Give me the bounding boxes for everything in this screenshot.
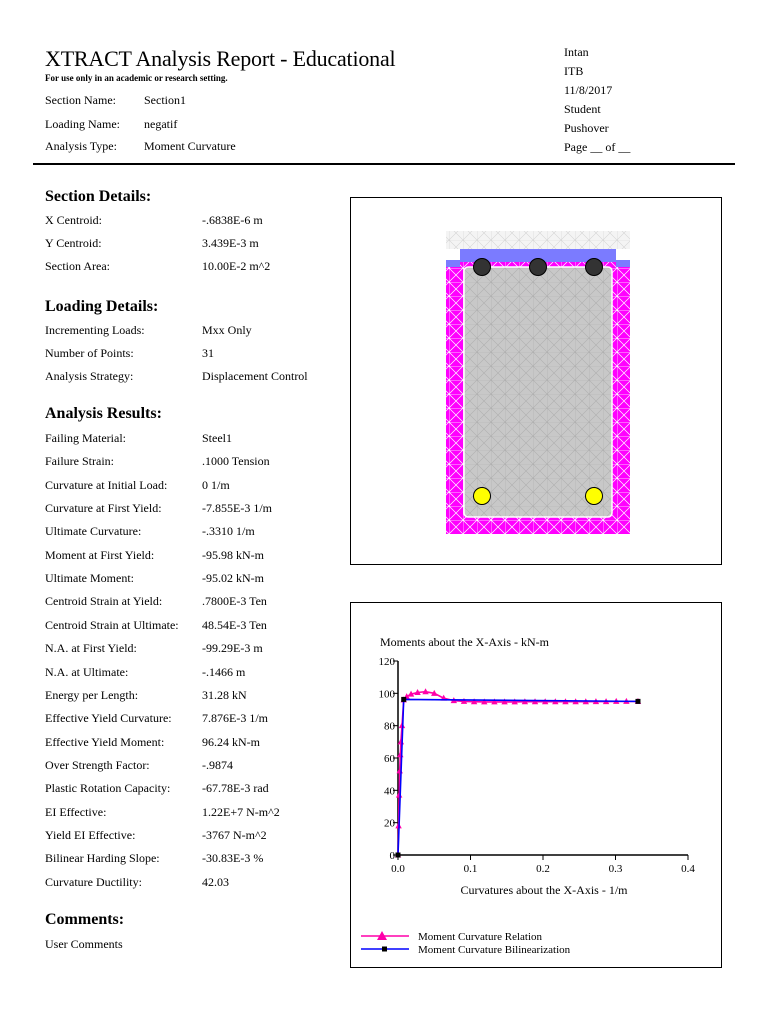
series-point [396, 853, 401, 858]
analysis-type-value: Moment Curvature [144, 139, 236, 153]
incrementing-loads-label: Incrementing Loads: [45, 323, 145, 337]
series-point [635, 699, 640, 704]
header-divider [33, 163, 735, 165]
analysis-strategy-label: Analysis Strategy: [45, 369, 134, 383]
result-label: Over Strength Factor: [45, 758, 150, 772]
legend-label-bilinear: Moment Curvature Bilinearization [418, 944, 571, 956]
bottom-rebar-2 [586, 488, 603, 505]
section-details-heading: Section Details: [45, 188, 152, 205]
result-value: -95.98 kN-m [202, 548, 264, 562]
result-label: Failure Strain: [45, 454, 114, 468]
loading-details-heading: Loading Details: [45, 298, 159, 315]
y-tick-label: 20 [384, 817, 395, 830]
chart-series-layer [395, 688, 641, 857]
result-label: Moment at First Yield: [45, 548, 155, 562]
result-label: Failing Material: [45, 431, 126, 445]
analysis-results-heading: Analysis Results: [45, 405, 162, 422]
legend-label-relation: Moment Curvature Relation [418, 931, 543, 943]
result-label: Ultimate Moment: [45, 571, 134, 585]
result-value: 1.22E+7 N-m^2 [202, 805, 280, 819]
result-label: Centroid Strain at Ultimate: [45, 618, 179, 632]
x-tick-label: 0.0 [391, 863, 405, 875]
x-centroid-value: -.6838E-6 m [202, 213, 263, 227]
top-rebar-2 [530, 259, 547, 276]
top-cover-left-corner [446, 260, 460, 267]
result-label: Yield EI Effective: [45, 828, 136, 842]
meta-page: Page __ of __ [564, 140, 631, 154]
result-label: Ultimate Curvature: [45, 524, 142, 538]
report-subtitle: For use only in an academic or research setting. [45, 73, 228, 83]
top-rebar-3 [586, 259, 603, 276]
result-label: Curvature Ductility: [45, 875, 142, 889]
result-label: Effective Yield Curvature: [45, 711, 172, 725]
series-line-1 [398, 699, 638, 855]
y-centroid-value: 3.439E-3 m [202, 236, 259, 250]
section-figure-panel [350, 197, 722, 565]
section-area-label: Section Area: [45, 259, 110, 273]
y-tick-label: 120 [378, 656, 395, 668]
moment-curvature-chart-panel [350, 602, 722, 968]
section-name-value: Section1 [144, 93, 186, 107]
meta-author: Intan [564, 45, 589, 59]
y-tick-label: 0 [389, 850, 395, 862]
meta-institution: ITB [564, 64, 584, 78]
result-value: .1000 Tension [202, 454, 270, 468]
y-tick-label: 40 [384, 785, 395, 798]
series-point [401, 697, 406, 702]
cross-section-drawing [351, 198, 721, 564]
result-value: .7800E-3 Ten [202, 594, 267, 608]
result-label: EI Effective: [45, 805, 107, 819]
result-value: 96.24 kN-m [202, 735, 260, 749]
legend-marker-square [382, 947, 387, 952]
meta-project: Pushover [564, 121, 609, 135]
bottom-rebar-1 [474, 488, 491, 505]
section-area-value: 10.00E-2 m^2 [202, 259, 271, 273]
series-line-0 [398, 692, 638, 855]
x-tick-label: 0.3 [608, 863, 623, 875]
result-label: N.A. at Ultimate: [45, 665, 129, 679]
result-value: 42.03 [202, 875, 229, 889]
loading-name-label: Loading Name: [45, 117, 120, 131]
top-cover-mesh-lines [446, 231, 630, 249]
chart-x-axis-label: Curvatures about the X-Axis - 1/m [460, 883, 628, 897]
comments-heading: Comments: [45, 911, 125, 928]
result-value: -.3310 1/m [202, 524, 255, 538]
analysis-strategy-value: Displacement Control [202, 369, 308, 383]
result-value: 0 1/m [202, 478, 230, 492]
chart-legend [361, 931, 571, 956]
meta-role: Student [564, 102, 601, 116]
result-label: N.A. at First Yield: [45, 641, 137, 655]
x-tick-label: 0.1 [463, 863, 478, 875]
result-value: -.9874 [202, 758, 233, 772]
result-value: Steel1 [202, 431, 232, 445]
result-label: Plastic Rotation Capacity: [45, 781, 171, 795]
section-name-label: Section Name: [45, 93, 116, 107]
result-label: Energy per Length: [45, 688, 139, 702]
x-centroid-label: X Centroid: [45, 213, 102, 227]
moment-curvature-chart [351, 603, 721, 967]
result-value: -67.78E-3 rad [202, 781, 269, 795]
number-of-points-label: Number of Points: [45, 346, 134, 360]
loading-name-value: negatif [144, 117, 178, 131]
incrementing-loads-value: Mxx Only [202, 323, 252, 337]
series-point [396, 792, 402, 798]
result-value: -95.02 kN-m [202, 571, 264, 585]
x-tick-label: 0.2 [536, 863, 550, 875]
y-tick-label: 100 [378, 688, 395, 701]
comments-text: User Comments [45, 937, 123, 951]
result-label: Curvature at Initial Load: [45, 478, 168, 492]
y-tick-label: 60 [384, 753, 395, 765]
result-value: 7.876E-3 1/m [202, 711, 268, 725]
result-value: 48.54E-3 Ten [202, 618, 267, 632]
x-tick-label: 0.4 [681, 863, 695, 875]
result-value: -.1466 m [202, 665, 246, 679]
top-cover-right-corner [616, 260, 630, 267]
top-rebar-1 [474, 259, 491, 276]
result-value: -30.83E-3 % [202, 851, 264, 865]
result-label: Bilinear Harding Slope: [45, 851, 160, 865]
result-value: -7.855E-3 1/m [202, 501, 272, 515]
result-value: 31.28 kN [202, 688, 247, 702]
result-label: Centroid Strain at Yield: [45, 594, 163, 608]
analysis-type-label: Analysis Type: [45, 139, 117, 153]
number-of-points-value: 31 [202, 346, 214, 360]
result-label: Effective Yield Moment: [45, 735, 165, 749]
y-centroid-label: Y Centroid: [45, 236, 102, 250]
chart-axes [379, 656, 696, 875]
y-tick-label: 80 [384, 720, 395, 733]
result-value: -99.29E-3 m [202, 641, 263, 655]
result-label: Curvature at First Yield: [45, 501, 162, 515]
chart-title: Moments about the X-Axis - kN-m [380, 635, 549, 649]
result-value: -3767 N-m^2 [202, 828, 267, 842]
report-title: XTRACT Analysis Report - Educational [45, 46, 396, 71]
meta-date: 11/8/2017 [564, 83, 613, 97]
core-mesh [464, 267, 612, 517]
